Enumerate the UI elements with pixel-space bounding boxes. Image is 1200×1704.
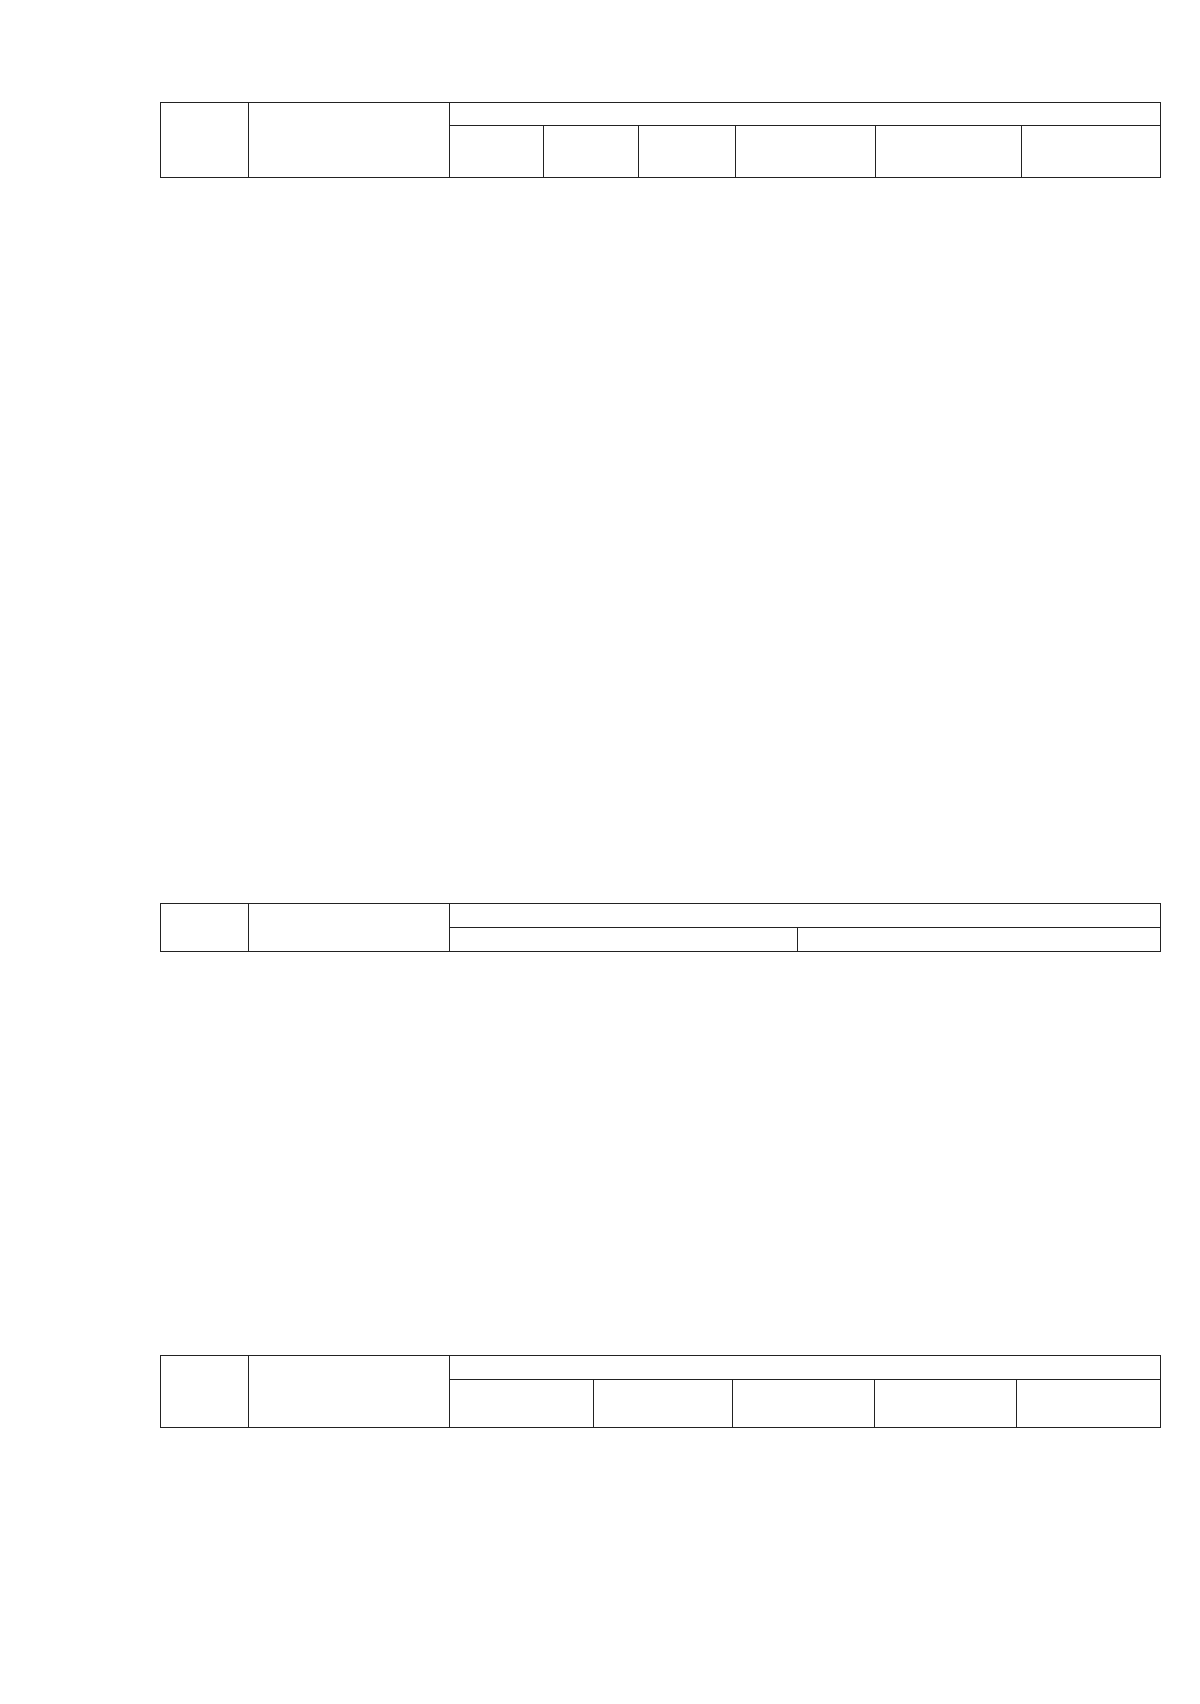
- header-col: [1022, 126, 1161, 178]
- header-col: [733, 1380, 875, 1428]
- header-name: [249, 1356, 450, 1428]
- header-col: [450, 928, 798, 952]
- table-continuation: [160, 102, 1161, 178]
- header-col: [798, 928, 1161, 952]
- header-voltage-level: [450, 904, 1161, 928]
- header-col: [450, 1380, 594, 1428]
- table-5: [160, 903, 1161, 952]
- header-col: [450, 126, 544, 178]
- header-num: [161, 103, 249, 178]
- header-col: [594, 1380, 733, 1428]
- header-name: [249, 904, 450, 952]
- header-num: [161, 904, 249, 952]
- header-col: [544, 126, 639, 178]
- header-col: [639, 126, 736, 178]
- table-6: [160, 1355, 1161, 1428]
- header-num: [161, 1356, 249, 1428]
- header-voltage-level: [450, 103, 1161, 126]
- header-voltage-level: [450, 1356, 1161, 1380]
- header-name: [249, 103, 450, 178]
- header-col: [876, 126, 1022, 178]
- header-col: [1017, 1380, 1161, 1428]
- header-col: [875, 1380, 1017, 1428]
- header-col: [736, 126, 876, 178]
